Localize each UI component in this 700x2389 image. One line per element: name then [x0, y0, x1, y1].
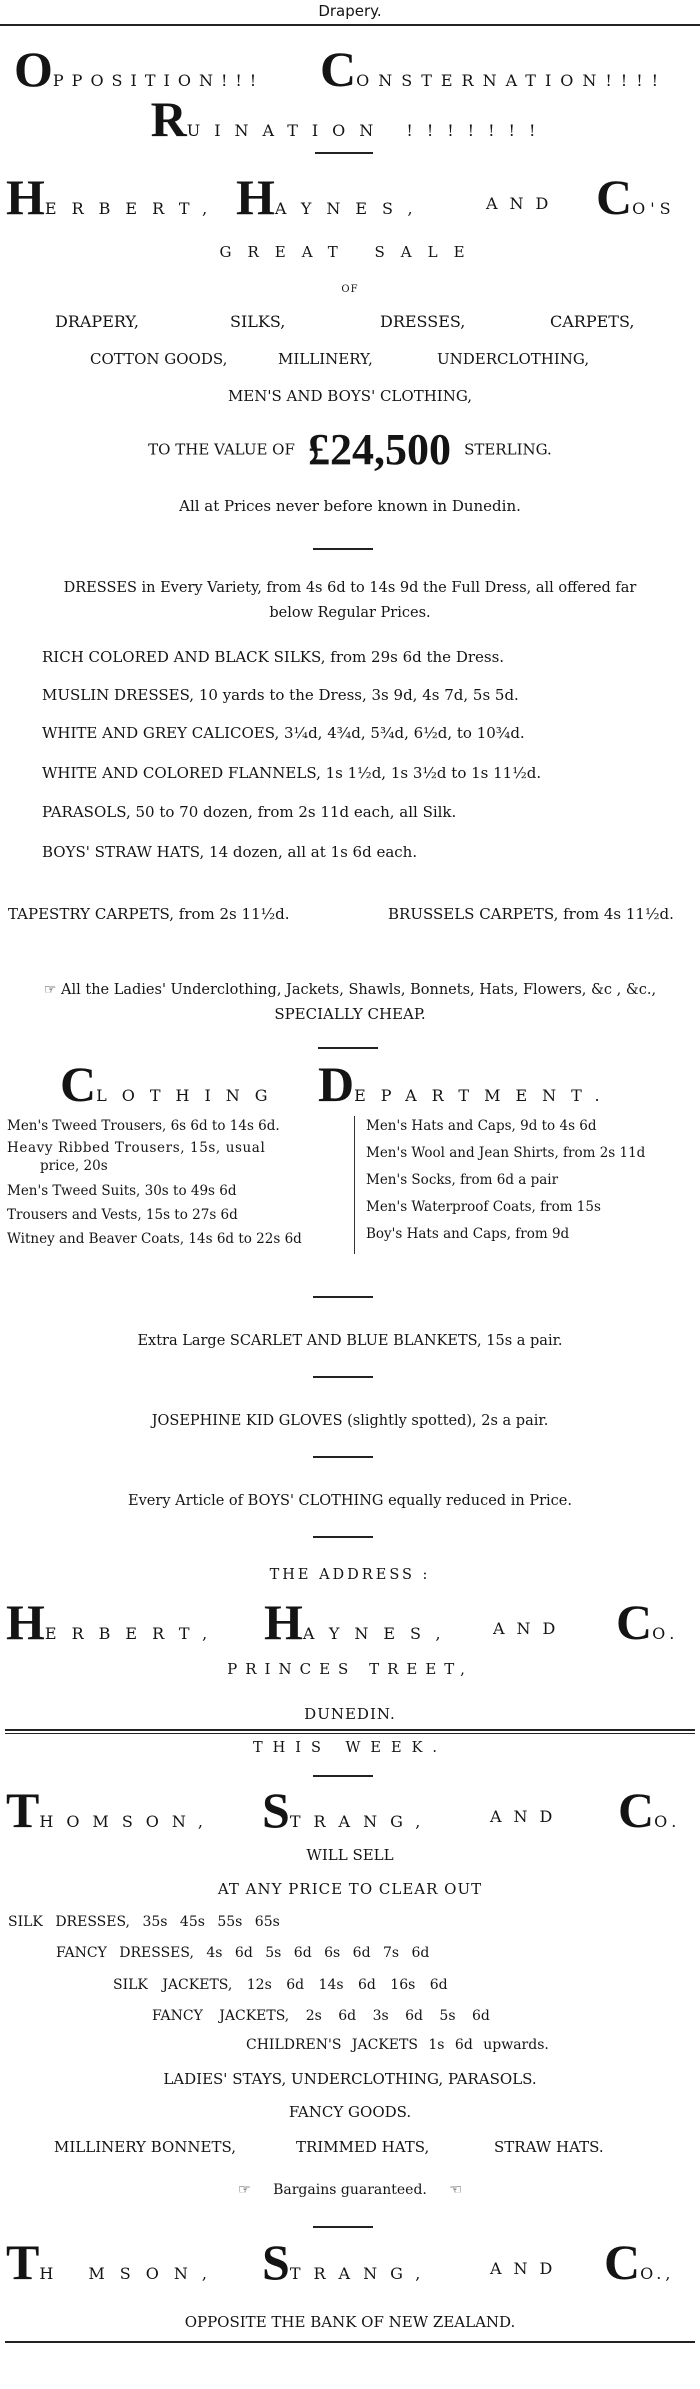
item-flannels: WHITE AND COLORED FLANNELS, 1s 1½d, 1s 3½d to 1s 11½d.: [42, 764, 542, 782]
right-column-item: Men's Waterproof Coats, from 15s: [366, 1199, 601, 1215]
divider-rule: [315, 152, 373, 154]
sale-line-childrens-jackets: CHILDREN'S JACKETS 1s 6d upwards.: [246, 2037, 549, 2053]
left-column-item: Men's Tweed Trousers, 6s 6d to 14s 6d.: [7, 1118, 280, 1134]
item-boys-hats: BOYS' STRAW HATS, 14 dozen, all at 1s 6d each.: [42, 843, 418, 861]
goods-drapery: DRAPERY,: [55, 312, 140, 331]
bargains-line: ☞ Bargains guaranteed. ☜: [238, 2182, 462, 2198]
stays-line: LADIES' STAYS, UNDERCLOTHING, PARASOLS.: [163, 2070, 537, 2088]
item-parasols: PARASOLS, 50 to 70 dozen, from 2s 11d each, all Silk.: [42, 803, 457, 821]
tapestry-carpets: TAPESTRY CARPETS, from 2s 11½d.: [8, 905, 290, 923]
department-title: DEPARTMENT.: [318, 1056, 615, 1112]
left-column-item: Witney and Beaver Coats, 14s 6d to 22s 6d: [7, 1231, 302, 1247]
divider-rule: [313, 1775, 373, 1777]
great-sale-title: GREAT SALE: [219, 243, 481, 261]
left-column-item: price, 20s: [40, 1158, 108, 1174]
right-column-item: Boy's Hats and Caps, from 9d: [366, 1226, 570, 1242]
divider-rule: [313, 1376, 373, 1378]
right-column-item: Men's Wool and Jean Shirts, from 2s 11d: [366, 1145, 646, 1161]
boys-clothing-line: Every Article of BOYS' CLOTHING equally reduced in Price.: [128, 1493, 572, 1509]
newspaper-page: Drapery. OPPOSITION!!! CONSTERNATION!!!! RUINATION !!!!!!! HERBERT, HAYNES, AND CO'S GREAT SALE OF DRAPERY, SILKS, DRESSES, CARPETS, COTTON GOODS, MILLINERY, UNDERCLOTHING, MEN'S AND BOYS' CLOTHING, TO THE VALUE OF £24,500 STERLING. All at Prices never before known in Dunedin. DRESSES in Every Variety, from 4s 6d to 14s 9d the Full Dress, all offered far below Regular Prices. RICH COLORED AND BLACK SILKS, from 29s 6d the Dress. MUSLIN DRESSES, 10 yards to the Dress, 3s 9d, 4s 7d, 5s 5d. WHITE AND GREY CALICOES, 3¼d, 4¾d, 5¾d, 6½d, to 10¾d. WHITE AND COLORED FLANNELS, 1s 1½d, 1s 3½d to 1s 11½d. PARASOLS, 50 to 70 dozen, from 2s 11d each, all Silk. BOYS' STRAW HATS, 14 dozen, all at 1s 6d each. TAPESTRY CARPETS, from 2s 11½d. BRUSSELS CARPETS, from 4s 11½d. ☞ All the Ladies' Underclothing, Jackets, Shawls, Bonnets, Hats, Flowers, &c , &c., SPECIALLY CHEAP. CLOTHING DEPARTMENT. Men's Tweed Trousers, 6s 6d to 14s 6d. Heavy Ribbed Trousers, 15s, usual price, 20s Men's Tweed Suits, 30s to 49s 6d Trousers and Vests, 15s to 27s 6d Witney and Beaver Coats, 14s 6d to 22s 6d Men's Hats and Caps, 9d to 4s 6d Men's Wool and Jean Shirts, from 2s 11d Men's Socks, from 6d a pair Men's Waterproof Coats, from 15s Boy's Hats and Caps, from 9d Extra Large SCARLET AND BLUE BLANKETS, 15s a pair. JOSEPHINE KID GLOVES (slightly spotted), 2s a pair. Every Article of BOYS' CLOTHING equally reduced in Price. THE ADDRESS : HERBERT, HAYNES, AND CO. PRINCES TREET, DUNEDIN. THIS WEEK. THOMSON, STRANG, AND CO. WILL SELL AT ANY PRICE TO CLEAR OUT SILK DRESSES, 35s 45s 55s 65s FANCY DRESSES, 4s 6d 5s 6d 6s 6d 7s 6d SILK JACKETS, 12s 6d 14s 6d 16s 6d FANCY JACKETS, 2s 6d 3s 6d 5s 6d CHILDREN'S JACKETS 1s 6d upwards. LADIES' STAYS, UNDERCLOTHING, PARASOLS. FANCY GOODS. MILLINERY BONNETS, TRIMMED HATS, STRAW HATS. ☞ Bargains guaranteed. ☜ TH MSON, STRANG, AND CO., OPPOSITE THE BANK OF NEW ZEALAND.: [0, 0, 700, 2389]
goods-cotton: COTTON GOODS,: [90, 350, 228, 368]
sale-line-silk-jackets: SILK JACKETS, 12s 6d 14s 6d 16s 6d: [113, 1977, 448, 1993]
item-muslin: MUSLIN DRESSES, 10 yards to the Dress, 3s 9d, 4s 7d, 5s 5d.: [42, 686, 519, 704]
city: DUNEDIN.: [304, 1705, 396, 1723]
divider-rule: [318, 1047, 378, 1049]
ad-separator: [5, 1729, 695, 1731]
prices-line: All at Prices never before known in Dunedin.: [179, 497, 521, 515]
headline-ruination: RUINATION !!!!!!!: [150, 91, 550, 147]
sale-line-fancy-jackets: FANCY JACKETS, 2s 6d 3s 6d 5s 6d: [152, 2008, 490, 2024]
goods-silks: SILKS,: [230, 312, 286, 331]
sale-line-silk-dresses: SILK DRESSES, 35s 45s 55s 65s: [8, 1914, 280, 1930]
dresses-line-1: DRESSES in Every Variety, from 4s 6d to 14s 9d the Full Dress, all offered far: [63, 580, 637, 596]
goods-underclothing: UNDERCLOTHING,: [437, 350, 590, 368]
street-address: PRINCES TREET,: [227, 1660, 473, 1678]
bottom-rule: [5, 2341, 695, 2343]
item-calicoes: WHITE AND GREY CALICOES, 3¼d, 4¾d, 5¾d, 6½d, to 10¾d.: [42, 724, 525, 742]
brussels-carpets: BRUSSELS CARPETS, from 4s 11½d.: [388, 905, 674, 923]
item-silks: RICH COLORED AND BLACK SILKS, from 29s 6d the Dress.: [42, 648, 505, 666]
this-week: THIS WEEK.: [252, 1740, 448, 1756]
section-header: Drapery.: [318, 2, 382, 20]
fancy-goods: FANCY GOODS.: [288, 2103, 412, 2121]
divider-rule: [313, 1536, 373, 1538]
left-column-item: Men's Tweed Suits, 30s to 49s 6d: [7, 1183, 237, 1199]
right-column-item: Men's Hats and Caps, 9d to 4s 6d: [366, 1118, 597, 1134]
headline-opposition: OPPOSITION!!!: [14, 41, 265, 97]
ladies-line: ☞ All the Ladies' Underclothing, Jackets, Shawls, Bonnets, Hats, Flowers, &c , &c.,: [43, 982, 657, 998]
pointing-hand-left-icon: ☜: [449, 2182, 462, 2198]
goods-dresses: DRESSES,: [380, 312, 466, 331]
pointing-hand-right-icon: ☞: [238, 2182, 251, 2198]
trimmed-hats: TRIMMED HATS,: [296, 2138, 430, 2156]
divider-rule: [313, 2226, 373, 2228]
value-amount: £24,500: [307, 425, 451, 474]
left-column-item: Heavy Ribbed Trousers, 15s, usual: [7, 1140, 266, 1156]
clothing-title: CLOTHING: [60, 1056, 283, 1112]
divider-rule: [313, 548, 373, 550]
millinery-bonnets: MILLINERY BONNETS,: [54, 2138, 237, 2156]
header-rule: [0, 24, 700, 26]
divider-rule: [313, 1296, 373, 1298]
goods-millinery: MILLINERY,: [278, 350, 373, 368]
right-column-item: Men's Socks, from 6d a pair: [366, 1172, 559, 1188]
divider-rule: [313, 1456, 373, 1458]
gloves-line: JOSEPHINE KID GLOVES (slightly spotted), 2s a pair.: [151, 1413, 549, 1429]
blankets-line: Extra Large SCARLET AND BLUE BLANKETS, 15s a pair.: [137, 1333, 563, 1349]
goods-clothing: MEN'S AND BOYS' CLOTHING,: [227, 387, 473, 405]
dresses-line-2: below Regular Prices.: [269, 605, 431, 621]
value-line: TO THE VALUE OF £24,500 STERLING.: [148, 425, 552, 474]
left-column-item: Trousers and Vests, 15s to 27s 6d: [7, 1207, 238, 1223]
pointing-hand-icon: ☞: [43, 982, 57, 998]
opposite-bank: OPPOSITE THE BANK OF NEW ZEALAND.: [184, 2313, 516, 2331]
specially-cheap: SPECIALLY CHEAP.: [274, 1005, 426, 1023]
column-divider: [354, 1116, 355, 1254]
of-label: OF: [341, 284, 359, 295]
goods-carpets: CARPETS,: [550, 312, 635, 331]
address-label: THE ADDRESS :: [269, 1567, 431, 1583]
will-sell: WILL SELL: [306, 1846, 394, 1864]
ad-separator-thin: [5, 1733, 695, 1734]
clear-out: AT ANY PRICE TO CLEAR OUT: [217, 1880, 483, 1898]
sale-line-fancy-dresses: FANCY DRESSES, 4s 6d 5s 6d 6s 6d 7s 6d: [56, 1945, 430, 1961]
straw-hats: STRAW HATS.: [494, 2138, 604, 2156]
headline-consternation: CONSTERNATION!!!!: [320, 41, 668, 97]
